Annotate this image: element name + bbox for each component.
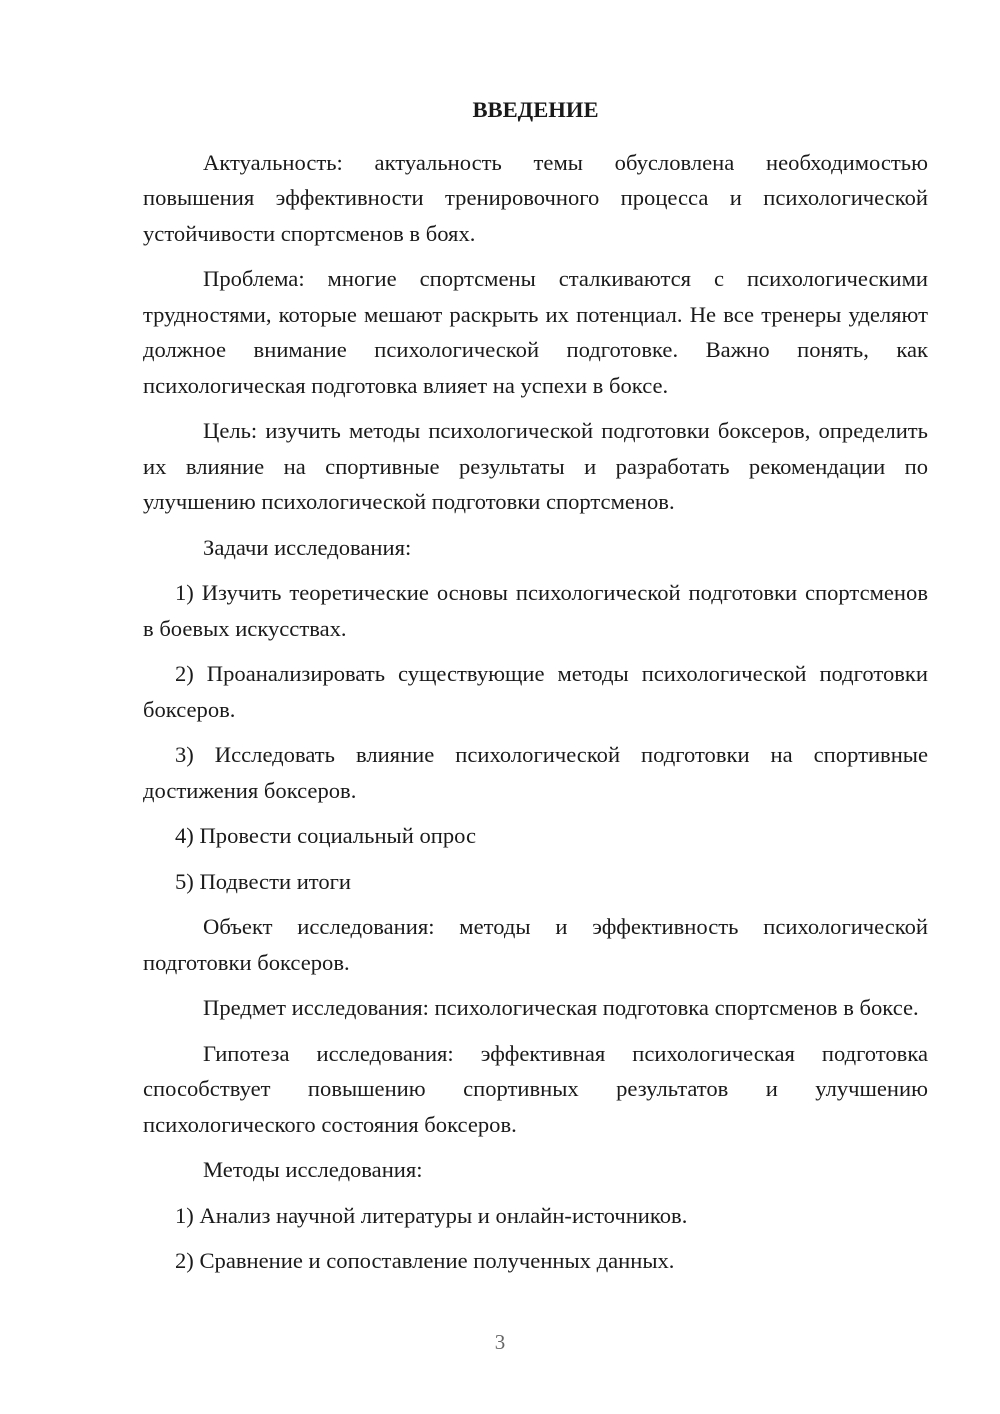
list-item: 2) Сравнение и сопоставление полученных данных. xyxy=(175,1248,675,1273)
body-paragraph: Проблема: многие спортсмены сталкиваются с психологическими трудностями, которые мешают раскрыть их потенциал. Не все тренеры уделяют должное внимание психологической подготовке. Важно понять, как психологическая подготовка влияет на успехи в боксе. xyxy=(143,266,928,398)
list-item: 3) Исследовать влияние психологической подготовки на спортивные достижения боксеров. xyxy=(143,742,928,803)
list-item: 1) Изучить теоретические основы психологической подготовки спортсменов в боевых искусствах. xyxy=(143,580,928,641)
list-item: 4) Провести социальный опрос xyxy=(175,823,477,848)
list-item: 2) Проанализировать существующие методы психологической подготовки боксеров. xyxy=(143,661,928,722)
body-paragraph: Гипотеза исследования: эффективная психологическая подготовка способствует повышению спортивных результатов и улучшению психологического состояния боксеров. xyxy=(143,1040,928,1137)
document-page xyxy=(143,92,928,1289)
body-paragraph: Предмет исследования: психологическая подготовка спортсменов в боксе. xyxy=(203,995,919,1020)
page-number: 3 xyxy=(494,1330,506,1354)
list-item: 5) Подвести итоги xyxy=(175,868,352,894)
list-item: 1) Анализ научной литературы и онлайн-источников. xyxy=(175,1202,688,1228)
body-paragraph: Методы исследования: xyxy=(203,1157,423,1182)
body-paragraph: Задачи исследования: xyxy=(203,534,412,560)
body-paragraph: Цель: изучить методы психологической подготовки боксеров, определить их влияние на спортивные результаты и разработать рекомендации по улучшению психологической подготовки спортсменов. xyxy=(143,418,928,514)
body-paragraph: Актуальность: актуальность темы обусловлена необходимостью повышения эффективности тренировочного процесса и психологической устойчивости спортсменов в боях. xyxy=(143,149,928,246)
section-title: ВВЕДЕНИЕ xyxy=(472,97,599,122)
document-body xyxy=(143,145,928,1279)
body-paragraph: Объект исследования: методы и эффективность психологической подготовки боксеров. xyxy=(143,914,928,975)
